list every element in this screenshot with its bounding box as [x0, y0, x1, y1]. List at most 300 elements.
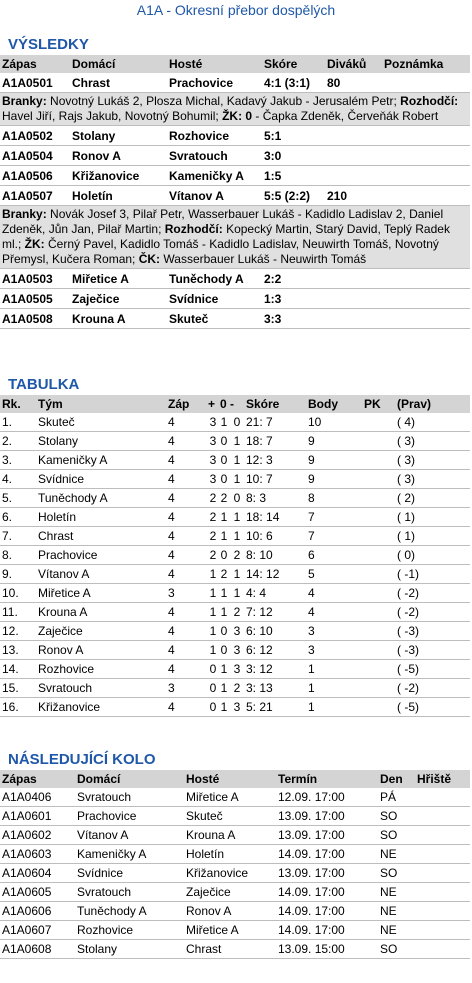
standings-score: 12: 3: [244, 451, 306, 470]
next-round-field: [415, 788, 470, 807]
standings-score: 21: 7: [244, 413, 306, 432]
detail-label: Rozhodčí:: [396, 94, 459, 108]
result-note: [382, 73, 470, 93]
result-home: Stolany: [70, 126, 167, 146]
standings-wins: 2: [206, 489, 218, 508]
result-away: Svratouch: [167, 146, 262, 166]
next-round-day: SO: [378, 864, 415, 883]
detail-text: - Čapka Zdeněk, Červeňák Robert: [252, 109, 439, 123]
results-header-cell: Domácí: [70, 55, 167, 73]
next-round-day: SO: [378, 826, 415, 845]
standings-rank: 3.: [0, 451, 36, 470]
standings-pk: [362, 546, 395, 565]
standings-header-cell: -: [228, 395, 244, 413]
standings-row: [0, 603, 470, 622]
next-round-home: Kameničky A: [75, 845, 184, 864]
result-score: 3:3: [262, 309, 325, 329]
next-round-day: NE: [378, 883, 415, 902]
standings-header-cell: Záp: [166, 395, 206, 413]
standings-team: Holetín: [36, 508, 166, 527]
detail-text: Kopecký Martin, Starý David, Teplý Radek ml.;: [2, 222, 450, 251]
standings-truth: ( -2): [395, 679, 470, 698]
standings-wins: 2: [206, 546, 218, 565]
result-away: Kameničky A: [167, 166, 262, 186]
results-header-cell: Diváků: [325, 55, 382, 73]
result-home: Křižanovice: [70, 166, 167, 186]
standings-team: Skuteč: [36, 413, 166, 432]
standings-team: Ronov A: [36, 641, 166, 660]
next-round-day: NE: [378, 845, 415, 864]
result-note: [382, 289, 470, 309]
result-detail: [0, 206, 470, 269]
standings-rank: 2.: [0, 432, 36, 451]
next-round-away: Křižanovice: [184, 864, 276, 883]
standings-draws: 1: [218, 508, 228, 527]
next-round-header-cell: Den: [378, 770, 415, 788]
next-round-match-id: A1A0607: [0, 921, 75, 940]
detail-text: Novotný Lukáš 2, Plosza Michal, Kadavý Jakub - Jerusalém Petr;: [46, 94, 397, 108]
standings-score: 8: 10: [244, 546, 306, 565]
standings-truth: ( 3): [395, 451, 470, 470]
standings-draws: 2: [218, 489, 228, 508]
detail-text: Wasserbauer Lukáš - Neuwirth Tomáš: [160, 252, 367, 266]
result-score: 5:1: [262, 126, 325, 146]
next-round-date: 14.09. 17:00: [276, 921, 378, 940]
standings-row: [0, 546, 470, 565]
next-round-row: [0, 845, 470, 864]
result-home: Krouna A: [70, 309, 167, 329]
standings-draws: 1: [218, 603, 228, 622]
standings-played: 4: [166, 470, 206, 489]
standings-draws: 1: [218, 413, 228, 432]
next-round-day: SO: [378, 940, 415, 959]
next-round-match-id: A1A0606: [0, 902, 75, 921]
standings-pk: [362, 584, 395, 603]
next-round-date: 14.09. 17:00: [276, 883, 378, 902]
next-round-match-id: A1A0602: [0, 826, 75, 845]
next-round-match-id: A1A0604: [0, 864, 75, 883]
standings-truth: ( -5): [395, 660, 470, 679]
standings-rank: 16.: [0, 698, 36, 717]
standings-played: 4: [166, 641, 206, 660]
standings-row: [0, 622, 470, 641]
standings-losses: 0: [228, 489, 244, 508]
standings-rank: 1.: [0, 413, 36, 432]
standings-wins: 2: [206, 508, 218, 527]
standings-losses: 1: [228, 451, 244, 470]
standings-header-cell: Tým: [36, 395, 166, 413]
results-header-cell: Zápas: [0, 55, 70, 73]
standings-draws: 2: [218, 565, 228, 584]
next-round-date: 13.09. 15:00: [276, 940, 378, 959]
standings-points: 6: [306, 546, 362, 565]
next-round-match-id: A1A0603: [0, 845, 75, 864]
next-round-home: Svratouch: [75, 883, 184, 902]
standings-row: [0, 584, 470, 603]
standings-score: 6: 12: [244, 641, 306, 660]
standings-points: 1: [306, 679, 362, 698]
standings-truth: ( -1): [395, 565, 470, 584]
results-section-title: VÝSLEDKY: [8, 36, 89, 53]
standings-team: Vítanov A: [36, 565, 166, 584]
next-round-home: Vítanov A: [75, 826, 184, 845]
standings-losses: 1: [228, 527, 244, 546]
standings-team: Tuněchody A: [36, 489, 166, 508]
standings-row: [0, 432, 470, 451]
standings-losses: 3: [228, 698, 244, 717]
standings-points: 9: [306, 451, 362, 470]
standings-points: 3: [306, 641, 362, 660]
standings-losses: 2: [228, 546, 244, 565]
standings-score: 6: 10: [244, 622, 306, 641]
standings-points: 1: [306, 660, 362, 679]
next-round-match-id: A1A0601: [0, 807, 75, 826]
standings-truth: ( -2): [395, 603, 470, 622]
next-round-away: Ronov A: [184, 902, 276, 921]
standings-played: 3: [166, 584, 206, 603]
next-round-match-id: A1A0406: [0, 788, 75, 807]
next-round-header-cell: Hosté: [184, 770, 276, 788]
standings-played: 4: [166, 622, 206, 641]
standings-score: 10: 7: [244, 470, 306, 489]
standings-points: 4: [306, 603, 362, 622]
result-id: A1A0501: [0, 73, 70, 93]
standings-header-cell: Body: [306, 395, 362, 413]
standings-header-cell: PK: [362, 395, 395, 413]
result-id: A1A0507: [0, 186, 70, 206]
result-row: [0, 269, 470, 289]
standings-score: 7: 12: [244, 603, 306, 622]
standings-losses: 0: [228, 413, 244, 432]
next-round-away: Holetín: [184, 845, 276, 864]
standings-draws: 1: [218, 584, 228, 603]
standings-played: 4: [166, 508, 206, 527]
next-round-field: [415, 826, 470, 845]
standings-rank: 12.: [0, 622, 36, 641]
next-round-body: [0, 788, 470, 959]
result-spectators: [325, 289, 382, 309]
standings-draws: 1: [218, 660, 228, 679]
result-home: Ronov A: [70, 146, 167, 166]
standings-truth: ( 0): [395, 546, 470, 565]
standings-row: [0, 641, 470, 660]
standings-played: 4: [166, 489, 206, 508]
result-spectators: [325, 126, 382, 146]
result-id: A1A0506: [0, 166, 70, 186]
next-round-field: [415, 864, 470, 883]
standings-team: Chrast: [36, 527, 166, 546]
next-round-away: Chrast: [184, 940, 276, 959]
standings-pk: [362, 679, 395, 698]
result-score: 5:5 (2:2): [262, 186, 325, 206]
standings-header-cell: +: [206, 395, 218, 413]
standings-truth: ( 2): [395, 489, 470, 508]
standings-played: 4: [166, 546, 206, 565]
result-detail-row: [0, 206, 470, 269]
detail-label: ŽK:: [21, 237, 45, 251]
next-round-field: [415, 940, 470, 959]
detail-label: ŽK: 0: [218, 109, 253, 123]
result-away: Svídnice: [167, 289, 262, 309]
next-round-date: 12.09. 17:00: [276, 788, 378, 807]
standings-header-cell: Skóre: [244, 395, 306, 413]
standings-row: [0, 660, 470, 679]
standings-row: [0, 470, 470, 489]
standings-rank: 4.: [0, 470, 36, 489]
detail-label: ČK:: [135, 252, 161, 266]
standings-rank: 8.: [0, 546, 36, 565]
result-id: A1A0505: [0, 289, 70, 309]
results-header-cell: Hosté: [167, 55, 262, 73]
next-round-away: Miřetice A: [184, 921, 276, 940]
next-round-away: Zaječice: [184, 883, 276, 902]
next-round-home: Stolany: [75, 940, 184, 959]
standings-header-cell: 0: [220, 397, 227, 411]
standings-truth: ( 3): [395, 432, 470, 451]
standings-score: 3: 12: [244, 660, 306, 679]
standings-wins: 0: [206, 679, 218, 698]
standings-truth: ( 1): [395, 527, 470, 546]
standings-team: Rozhovice: [36, 660, 166, 679]
standings-wins: 1: [206, 622, 218, 641]
standings-row: [0, 451, 470, 470]
result-away: Prachovice: [167, 73, 262, 93]
standings-team: Krouna A: [36, 603, 166, 622]
standings-pk: [362, 489, 395, 508]
next-round-day: SO: [378, 807, 415, 826]
standings-score: 3: 13: [244, 679, 306, 698]
standings-draws: 0: [218, 641, 228, 660]
standings-played: 4: [166, 527, 206, 546]
result-spectators: [325, 269, 382, 289]
result-id: A1A0504: [0, 146, 70, 166]
next-round-header-cell: Hřiště: [415, 770, 470, 788]
result-away: Skuteč: [167, 309, 262, 329]
standings-losses: 1: [228, 565, 244, 584]
standings-row: [0, 698, 470, 717]
standings-pk: [362, 622, 395, 641]
standings-team: Miřetice A: [36, 584, 166, 603]
result-away: Vítanov A: [167, 186, 262, 206]
result-detail-row: [0, 93, 470, 126]
standings-draws: 1: [218, 698, 228, 717]
standings-score: 18: 7: [244, 432, 306, 451]
next-round-row: [0, 807, 470, 826]
standings-wins: 3: [206, 451, 218, 470]
next-round-header-cell: Domácí: [75, 770, 184, 788]
next-round-home: Prachovice: [75, 807, 184, 826]
next-round-home: Tuněchody A: [75, 902, 184, 921]
standings-points: 3: [306, 622, 362, 641]
standings-pk: [362, 508, 395, 527]
next-round-row: [0, 940, 470, 959]
detail-label: Rozhodčí:: [161, 222, 223, 236]
standings-pk: [362, 413, 395, 432]
result-row: [0, 289, 470, 309]
detail-label: Branky:: [2, 207, 47, 221]
result-note: [382, 309, 470, 329]
result-note: [382, 186, 470, 206]
next-round-row: [0, 883, 470, 902]
result-home: Holetín: [70, 186, 167, 206]
standings-played: 4: [166, 603, 206, 622]
standings-losses: 2: [228, 679, 244, 698]
standings-truth: ( 3): [395, 470, 470, 489]
next-round-date: 13.09. 17:00: [276, 864, 378, 883]
standings-pk: [362, 641, 395, 660]
standings-pk: [362, 660, 395, 679]
result-score: 3:0: [262, 146, 325, 166]
standings-played: 4: [166, 698, 206, 717]
next-round-header-cell: Termín: [276, 770, 378, 788]
standings-draws: 1: [218, 679, 228, 698]
next-round-field: [415, 845, 470, 864]
standings-wins: 3: [206, 432, 218, 451]
standings-team: Svratouch: [36, 679, 166, 698]
result-score: 2:2: [262, 269, 325, 289]
standings-played: 4: [166, 660, 206, 679]
standings-losses: 3: [228, 660, 244, 679]
standings-wins: 1: [206, 565, 218, 584]
standings-pk: [362, 451, 395, 470]
next-round-day: NE: [378, 921, 415, 940]
next-round-row: [0, 902, 470, 921]
standings-pk: [362, 470, 395, 489]
result-note: [382, 269, 470, 289]
standings-wins: 1: [206, 603, 218, 622]
next-round-match-id: A1A0608: [0, 940, 75, 959]
standings-points: 4: [306, 584, 362, 603]
result-note: [382, 126, 470, 146]
next-round-away: Krouna A: [184, 826, 276, 845]
detail-text: Havel Jiří, Rajs Jakub, Novotný Bohumil;: [2, 109, 219, 123]
standings-row: [0, 508, 470, 527]
standings-row: [0, 565, 470, 584]
standings-rank: 7.: [0, 527, 36, 546]
result-note: [382, 146, 470, 166]
next-round-row: [0, 826, 470, 845]
standings-draws: 0: [218, 451, 228, 470]
detail-text: Novák Josef 3, Pilař Petr, Wasserbauer Lukáš - Kadidlo Ladislav 2, Daniel Zdeněk, Jůn Jan, Pilař Martin;: [2, 207, 444, 236]
next-round-section-title: NÁSLEDUJÍCÍ KOLO: [8, 751, 156, 768]
standings-header-row: [0, 395, 470, 413]
result-detail: [0, 93, 470, 126]
result-home: Chrast: [70, 73, 167, 93]
standings-wins: 1: [206, 584, 218, 603]
detail-text: Černý Pavel, Kadidlo Tomáš - Kadidlo Ladislav, Neuwirth Tomáš, Novotný Přemysl, Kučera Roman;: [2, 237, 439, 266]
standings-wins: 0: [206, 660, 218, 679]
result-id: A1A0508: [0, 309, 70, 329]
standings-rank: 14.: [0, 660, 36, 679]
standings-rank: 10.: [0, 584, 36, 603]
results-header-cell: Skóre: [262, 55, 325, 73]
standings-truth: ( -3): [395, 622, 470, 641]
standings-score: 18: 14: [244, 508, 306, 527]
next-round-date: 13.09. 17:00: [276, 807, 378, 826]
standings-rank: 13.: [0, 641, 36, 660]
next-round-header-row: [0, 770, 470, 788]
next-round-row: [0, 921, 470, 940]
standings-score: 5: 21: [244, 698, 306, 717]
standings-truth: ( -3): [395, 641, 470, 660]
result-spectators: [325, 309, 382, 329]
standings-score: 14: 12: [244, 565, 306, 584]
standings-losses: 1: [228, 470, 244, 489]
standings-losses: 1: [228, 432, 244, 451]
result-id: A1A0503: [0, 269, 70, 289]
standings-losses: 1: [228, 584, 244, 603]
standings-points: 5: [306, 565, 362, 584]
standings-losses: 1: [228, 508, 244, 527]
results-header-row: [0, 55, 470, 73]
result-spectators: [325, 166, 382, 186]
standings-pk: [362, 527, 395, 546]
next-round-table: [0, 770, 470, 959]
standings-rank: 6.: [0, 508, 36, 527]
standings-score: 8: 3: [244, 489, 306, 508]
results-table: [0, 55, 470, 329]
standings-score: 10: 6: [244, 527, 306, 546]
next-round-field: [415, 902, 470, 921]
standings-rank: 11.: [0, 603, 36, 622]
next-round-header-cell: Zápas: [0, 770, 75, 788]
standings-rank: 5.: [0, 489, 36, 508]
standings-truth: ( -5): [395, 698, 470, 717]
result-spectators: [325, 146, 382, 166]
next-round-date: 14.09. 17:00: [276, 845, 378, 864]
result-spectators: 80: [325, 73, 382, 93]
standings-losses: 3: [228, 622, 244, 641]
standings-played: 4: [166, 565, 206, 584]
result-row: [0, 73, 470, 93]
result-away: Rozhovice: [167, 126, 262, 146]
standings-row: [0, 413, 470, 432]
result-row: [0, 186, 470, 206]
standings-body: [0, 413, 470, 717]
result-score: 4:1 (3:1): [262, 73, 325, 93]
next-round-row: [0, 788, 470, 807]
standings-table: [0, 395, 470, 717]
next-round-date: 14.09. 17:00: [276, 902, 378, 921]
standings-truth: ( 1): [395, 508, 470, 527]
result-row: [0, 126, 470, 146]
standings-header-cell: (Prav): [395, 395, 470, 413]
standings-team: Zaječice: [36, 622, 166, 641]
standings-row: [0, 489, 470, 508]
standings-wins: 2: [206, 527, 218, 546]
standings-pk: [362, 565, 395, 584]
result-row: [0, 146, 470, 166]
standings-truth: ( -2): [395, 584, 470, 603]
result-home: Zaječice: [70, 289, 167, 309]
next-round-day: NE: [378, 902, 415, 921]
result-spectators: 210: [325, 186, 382, 206]
result-row: [0, 166, 470, 186]
standings-team: Prachovice: [36, 546, 166, 565]
standings-wins: 3: [206, 470, 218, 489]
standings-losses: 2: [228, 603, 244, 622]
next-round-date: 13.09. 17:00: [276, 826, 378, 845]
standings-team: Svídnice: [36, 470, 166, 489]
next-round-day: PÁ: [378, 788, 415, 807]
result-away: Tuněchody A: [167, 269, 262, 289]
standings-points: 7: [306, 508, 362, 527]
standings-draws: 1: [218, 527, 228, 546]
standings-truth: ( 4): [395, 413, 470, 432]
next-round-home: Svratouch: [75, 788, 184, 807]
standings-row: [0, 679, 470, 698]
standings-points: 10: [306, 413, 362, 432]
